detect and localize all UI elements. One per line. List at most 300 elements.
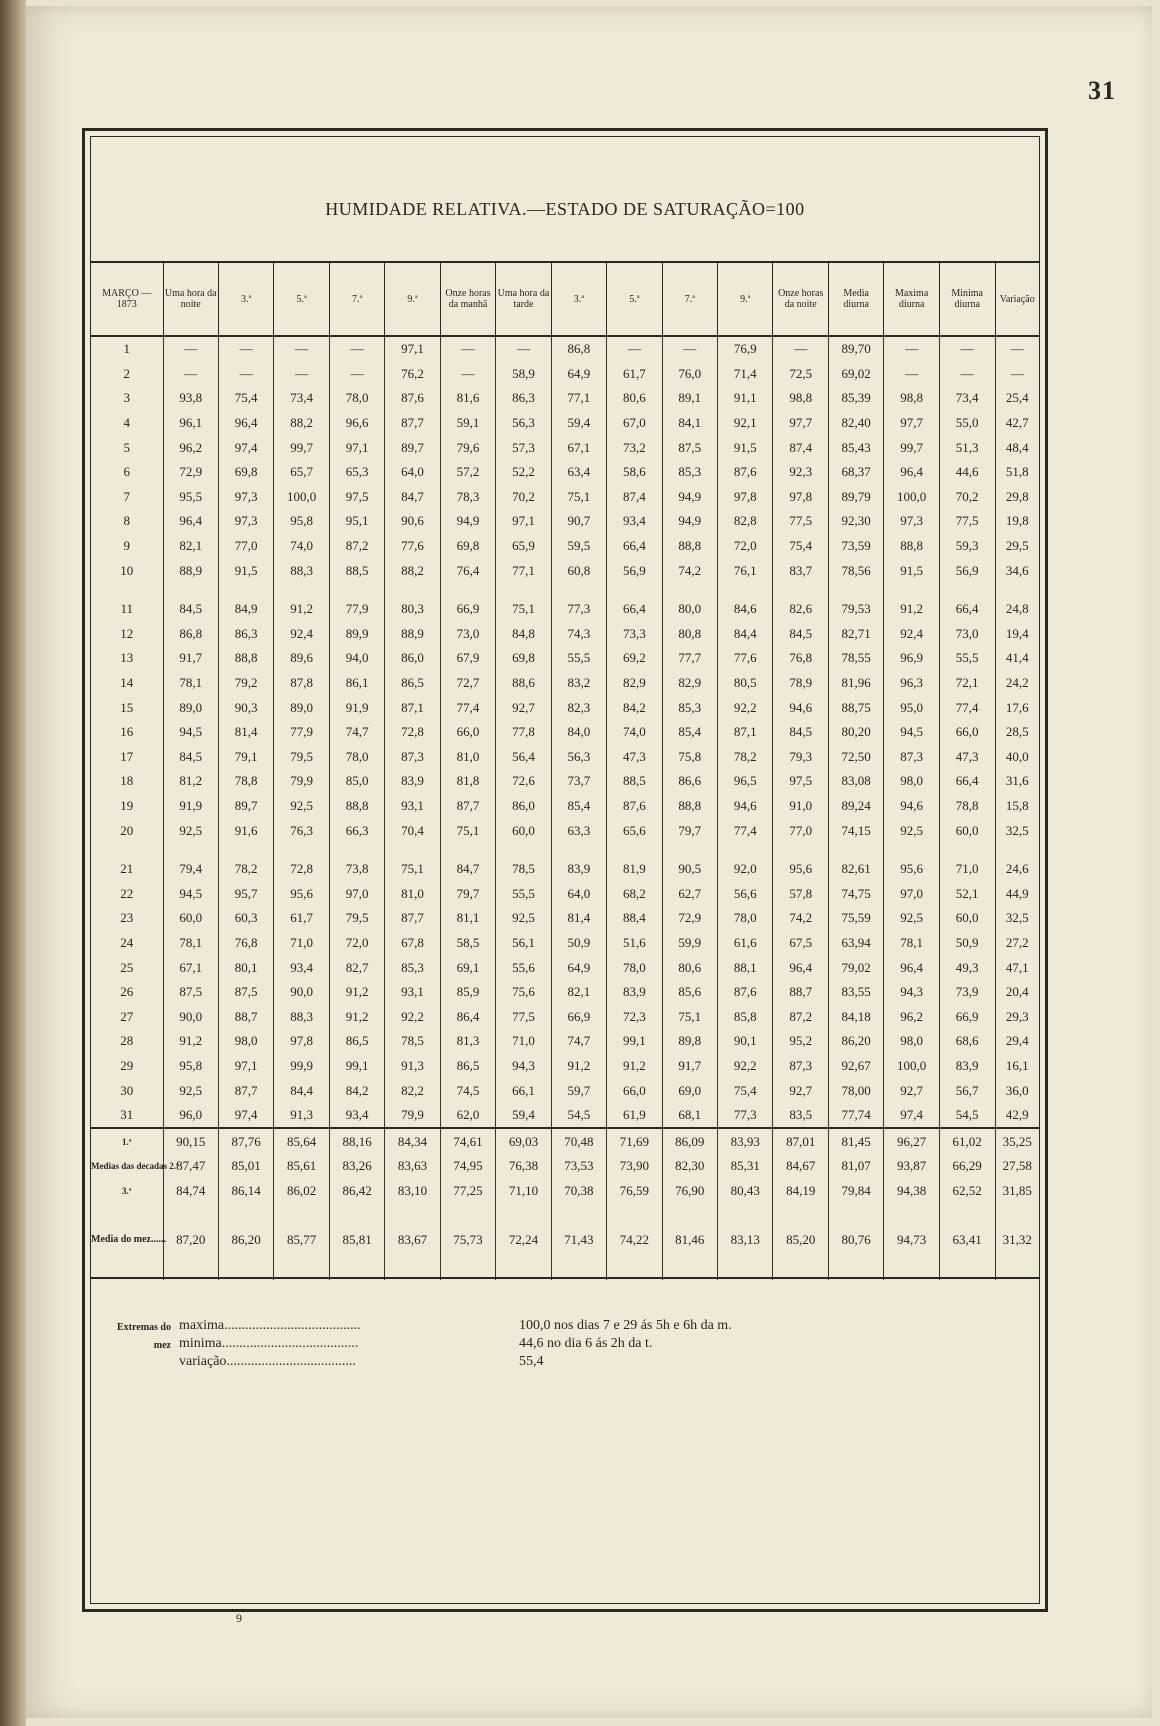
value-cell: 83,55 <box>828 980 883 1005</box>
value-cell: 75,1 <box>662 1004 717 1029</box>
value-cell: 72,1 <box>939 671 995 696</box>
value-cell: 66,9 <box>440 597 495 622</box>
decades-label: Medias das decadas <box>91 1161 168 1172</box>
value-cell: 89,0 <box>163 695 218 720</box>
value-cell: 60,3 <box>218 906 273 931</box>
value-cell: 97,1 <box>218 1054 273 1079</box>
value-cell: 96,4 <box>218 411 273 436</box>
value-cell: 77,5 <box>773 509 828 534</box>
value-cell: 89,6 <box>274 646 329 671</box>
column-header: Onze horas da noite <box>773 262 828 336</box>
value-cell: 88,6 <box>496 671 551 696</box>
value-cell: 82,40 <box>828 411 883 436</box>
value-cell: 59,9 <box>662 931 717 956</box>
value-cell: 100,0 <box>884 485 939 510</box>
value-cell: 77,9 <box>274 720 329 745</box>
value-cell: 92,1 <box>718 411 773 436</box>
value-cell: 84,5 <box>163 597 218 622</box>
value-cell: 93,1 <box>385 794 440 819</box>
value-cell: 87,1 <box>718 720 773 745</box>
value-cell: 84,7 <box>440 857 495 882</box>
value-cell: 88,75 <box>828 695 883 720</box>
table-row <box>91 509 1039 534</box>
value-cell: 82,7 <box>329 955 384 980</box>
value-cell: 81,0 <box>440 745 495 770</box>
value-cell: 79,5 <box>274 745 329 770</box>
value-cell: 73,9 <box>939 980 995 1005</box>
end-cell <box>385 1278 440 1280</box>
value-cell: 56,3 <box>496 411 551 436</box>
value-cell: 77,0 <box>773 818 828 843</box>
decade-value: 70,48 <box>551 1128 606 1154</box>
day-cell: 15 <box>120 699 134 715</box>
decade-value: 84,67 <box>773 1154 828 1179</box>
value-cell: 73,0 <box>939 622 995 647</box>
table-row <box>91 1103 1039 1129</box>
value-cell: 98,0 <box>884 1029 939 1054</box>
value-cell: 78,0 <box>718 906 773 931</box>
value-cell: 61,9 <box>607 1103 662 1129</box>
value-cell: 96,2 <box>163 435 218 460</box>
decade-label-cell <box>91 1179 163 1204</box>
day-cell: 13 <box>120 650 134 666</box>
value-cell: 77,6 <box>385 534 440 559</box>
end-cell <box>773 1278 828 1280</box>
month-mean-value: 86,20 <box>218 1203 273 1278</box>
value-cell: — <box>329 362 384 387</box>
day-cell: 1 <box>123 341 130 357</box>
value-cell: 25,4 <box>995 386 1039 411</box>
decade-mean-row <box>91 1128 1039 1154</box>
value-cell: 60,8 <box>551 558 606 583</box>
book-binding <box>0 0 26 1726</box>
value-cell: 84,2 <box>329 1078 384 1103</box>
value-cell: 78,00 <box>828 1078 883 1103</box>
value-cell: — <box>939 336 995 362</box>
value-cell: 50,9 <box>939 931 995 956</box>
end-cell <box>718 1278 773 1280</box>
end-cell <box>662 1278 717 1280</box>
value-cell: 68,37 <box>828 460 883 485</box>
value-cell: 83,2 <box>551 671 606 696</box>
value-cell: 66,3 <box>329 818 384 843</box>
value-cell: 79,7 <box>662 818 717 843</box>
value-cell: 87,1 <box>385 695 440 720</box>
value-cell: 95,6 <box>773 857 828 882</box>
value-cell: 97,3 <box>218 509 273 534</box>
value-cell: 98,8 <box>884 386 939 411</box>
extremas-name: maxima....................................... <box>179 1318 361 1333</box>
value-cell: 84,0 <box>551 720 606 745</box>
value-cell: 32,5 <box>995 818 1039 843</box>
value-cell: 82,8 <box>718 509 773 534</box>
value-cell: 93,4 <box>274 955 329 980</box>
value-cell: 66,0 <box>607 1078 662 1103</box>
table-frame <box>82 128 1048 1612</box>
value-cell: 69,02 <box>828 362 883 387</box>
month-mean-value: 72,24 <box>496 1203 551 1278</box>
value-cell: 95,8 <box>274 509 329 534</box>
gap-cell <box>718 843 773 857</box>
value-cell: 47,3 <box>939 745 995 770</box>
decade-value: 84,19 <box>773 1179 828 1204</box>
value-cell: 82,1 <box>551 980 606 1005</box>
value-cell: 86,1 <box>329 671 384 696</box>
value-cell: 76,8 <box>773 646 828 671</box>
value-cell: 80,1 <box>218 955 273 980</box>
value-cell: 51,6 <box>607 931 662 956</box>
value-cell: 66,0 <box>440 720 495 745</box>
value-cell: 90,0 <box>163 1004 218 1029</box>
gap-cell <box>884 843 939 857</box>
value-cell: 86,5 <box>385 671 440 696</box>
month-mean-value: 94,73 <box>884 1203 939 1278</box>
month-mean-value: 31,32 <box>995 1203 1039 1278</box>
value-cell: 78,0 <box>329 745 384 770</box>
table-row <box>91 857 1039 882</box>
value-cell: 94,0 <box>329 646 384 671</box>
day-cell: 26 <box>120 984 134 1000</box>
value-cell: 80,6 <box>607 386 662 411</box>
value-cell: 94,5 <box>163 881 218 906</box>
end-cell <box>440 1278 495 1280</box>
value-cell: 68,1 <box>662 1103 717 1129</box>
day-cell: 29 <box>120 1057 134 1073</box>
value-cell: — <box>773 336 828 362</box>
value-cell: 97,4 <box>884 1103 939 1129</box>
value-cell: — <box>163 362 218 387</box>
day-cell: 19 <box>120 797 134 813</box>
value-cell: 94,3 <box>884 980 939 1005</box>
value-cell: 56,9 <box>939 558 995 583</box>
value-cell: 83,08 <box>828 769 883 794</box>
decade-ordinal: 1.ª <box>122 1136 132 1147</box>
value-cell: 92,5 <box>884 906 939 931</box>
column-header: Media diurna <box>828 262 883 336</box>
value-cell: 96,2 <box>884 1004 939 1029</box>
value-cell: 85,4 <box>662 720 717 745</box>
value-cell: 48,4 <box>995 435 1039 460</box>
end-cell <box>274 1278 329 1280</box>
value-cell: 92,2 <box>718 695 773 720</box>
value-cell: 92,0 <box>718 857 773 882</box>
value-cell: 72,50 <box>828 745 883 770</box>
value-cell: 97,5 <box>773 769 828 794</box>
decade-value: 96,27 <box>884 1128 939 1154</box>
value-cell: 87,5 <box>163 980 218 1005</box>
table-row <box>91 1078 1039 1103</box>
value-cell: 84,4 <box>718 622 773 647</box>
value-cell: 70,2 <box>496 485 551 510</box>
value-cell: 88,2 <box>274 411 329 436</box>
gap-cell <box>218 583 273 597</box>
value-cell: 55,5 <box>939 646 995 671</box>
value-cell: 49,3 <box>939 955 995 980</box>
value-cell: 52,1 <box>939 881 995 906</box>
value-cell: — <box>274 336 329 362</box>
value-cell: 31,6 <box>995 769 1039 794</box>
value-cell: 97,8 <box>718 485 773 510</box>
value-cell: 87,3 <box>884 745 939 770</box>
gap-cell <box>91 583 163 597</box>
gap-cell <box>939 843 995 857</box>
value-cell: 79,1 <box>218 745 273 770</box>
day-cell: 28 <box>120 1033 134 1049</box>
value-cell: — <box>440 336 495 362</box>
value-cell: 75,59 <box>828 906 883 931</box>
value-cell: 55,0 <box>939 411 995 436</box>
value-cell: 62,0 <box>440 1103 495 1129</box>
value-cell: 97,4 <box>218 435 273 460</box>
value-cell: 74,5 <box>440 1078 495 1103</box>
month-mean-value: 63,41 <box>939 1203 995 1278</box>
value-cell: 79,7 <box>440 881 495 906</box>
value-cell: 72,8 <box>385 720 440 745</box>
table-row <box>91 818 1039 843</box>
end-cell <box>91 1278 163 1280</box>
month-mean-value: 85,77 <box>274 1203 329 1278</box>
value-cell: 93,4 <box>607 509 662 534</box>
value-cell: 89,1 <box>662 386 717 411</box>
value-cell: — <box>884 362 939 387</box>
gap-cell <box>607 583 662 597</box>
gap-cell <box>828 583 883 597</box>
value-cell: 95,0 <box>884 695 939 720</box>
table-header <box>91 262 1039 336</box>
group-gap <box>91 843 1039 857</box>
value-cell: 97,4 <box>218 1103 273 1129</box>
value-cell: 74,2 <box>773 906 828 931</box>
value-cell: 72,9 <box>163 460 218 485</box>
value-cell: 91,7 <box>163 646 218 671</box>
value-cell: 90,5 <box>662 857 717 882</box>
value-cell: 74,75 <box>828 881 883 906</box>
value-cell: 69,1 <box>440 955 495 980</box>
decade-mean-row <box>91 1179 1039 1204</box>
value-cell: 78,1 <box>163 931 218 956</box>
decade-value: 87,01 <box>773 1128 828 1154</box>
value-cell: 91,2 <box>163 1029 218 1054</box>
decade-value: 74,61 <box>440 1128 495 1154</box>
value-cell: 97,0 <box>329 881 384 906</box>
value-cell: 27,2 <box>995 931 1039 956</box>
value-cell: 84,2 <box>607 695 662 720</box>
end-cell <box>828 1278 883 1280</box>
day-cell: 4 <box>123 415 130 431</box>
day-cell: 27 <box>120 1008 134 1024</box>
value-cell: 94,5 <box>884 720 939 745</box>
value-cell: — <box>607 336 662 362</box>
value-cell: 90,7 <box>551 509 606 534</box>
value-cell: 80,8 <box>662 622 717 647</box>
value-cell: 79,9 <box>274 769 329 794</box>
value-cell: 87,7 <box>385 411 440 436</box>
column-header: Minima diurna <box>939 262 995 336</box>
value-cell: 76,2 <box>385 362 440 387</box>
table-row <box>91 485 1039 510</box>
value-cell: 96,5 <box>718 769 773 794</box>
day-cell: 22 <box>120 885 134 901</box>
decade-value: 83,63 <box>385 1154 440 1179</box>
value-cell: 76,0 <box>662 362 717 387</box>
value-cell: 91,3 <box>274 1103 329 1129</box>
value-cell: 87,7 <box>385 906 440 931</box>
value-cell: 88,9 <box>385 622 440 647</box>
value-cell: 100,0 <box>884 1054 939 1079</box>
value-cell: 71,4 <box>718 362 773 387</box>
value-cell: 89,24 <box>828 794 883 819</box>
value-cell: 61,6 <box>718 931 773 956</box>
value-cell: 100,0 <box>274 485 329 510</box>
value-cell: 76,8 <box>218 931 273 956</box>
gap-cell <box>773 843 828 857</box>
value-cell: 65,9 <box>496 534 551 559</box>
value-cell: 84,1 <box>662 411 717 436</box>
value-cell: — <box>440 362 495 387</box>
value-cell: 84,7 <box>385 485 440 510</box>
value-cell: 99,1 <box>607 1029 662 1054</box>
value-cell: 87,7 <box>440 794 495 819</box>
value-cell: 78,3 <box>440 485 495 510</box>
decade-value: 83,26 <box>329 1154 384 1179</box>
value-cell: 64,9 <box>551 362 606 387</box>
decade-value: 86,42 <box>329 1179 384 1204</box>
value-cell: 87,6 <box>718 460 773 485</box>
value-cell: 24,6 <box>995 857 1039 882</box>
value-cell: 60,0 <box>163 906 218 931</box>
value-cell: 97,5 <box>329 485 384 510</box>
value-cell: 91,9 <box>163 794 218 819</box>
value-cell: 67,9 <box>440 646 495 671</box>
value-cell: 81,4 <box>218 720 273 745</box>
value-cell: 79,02 <box>828 955 883 980</box>
value-cell: 79,6 <box>440 435 495 460</box>
gap-cell <box>218 843 273 857</box>
value-cell: 85,0 <box>329 769 384 794</box>
value-cell: — <box>884 336 939 362</box>
value-cell: 95,2 <box>773 1029 828 1054</box>
gap-cell <box>828 843 883 857</box>
value-cell: 73,4 <box>939 386 995 411</box>
value-cell: 63,94 <box>828 931 883 956</box>
value-cell: 64,0 <box>551 881 606 906</box>
table-row <box>91 769 1039 794</box>
value-cell: 82,1 <box>163 534 218 559</box>
value-cell: 78,0 <box>607 955 662 980</box>
table-title: HUMIDADE RELATIVA.—ESTADO DE SATURAÇÃO=100 <box>325 199 805 219</box>
value-cell: 29,3 <box>995 1004 1039 1029</box>
decade-value: 86,14 <box>218 1179 273 1204</box>
value-cell: 88,7 <box>218 1004 273 1029</box>
value-cell: 86,8 <box>163 622 218 647</box>
value-cell: 47,3 <box>607 745 662 770</box>
value-cell: 84,6 <box>718 597 773 622</box>
value-cell: 92,67 <box>828 1054 883 1079</box>
value-cell: 85,8 <box>718 1004 773 1029</box>
table-row <box>91 671 1039 696</box>
gap-cell <box>995 843 1039 857</box>
gap-cell <box>773 583 828 597</box>
day-cell: 17 <box>120 748 134 764</box>
month-mean-row <box>91 1203 1039 1278</box>
day-cell: 16 <box>120 724 134 740</box>
value-cell: — <box>218 336 273 362</box>
value-cell: 78,2 <box>218 857 273 882</box>
value-cell: 59,5 <box>551 534 606 559</box>
value-cell: 79,53 <box>828 597 883 622</box>
gap-cell <box>91 843 163 857</box>
value-cell: 88,4 <box>607 906 662 931</box>
group-gap <box>91 583 1039 597</box>
month-mean-label: Media do mez...... <box>91 1234 166 1246</box>
month-mean-value: 81,46 <box>662 1203 717 1278</box>
table-row <box>91 460 1039 485</box>
value-cell: 96,9 <box>884 646 939 671</box>
column-header: 7.ª <box>662 262 717 336</box>
value-cell: 59,4 <box>551 411 606 436</box>
value-cell: 78,1 <box>884 931 939 956</box>
value-cell: 77,1 <box>496 558 551 583</box>
value-cell: 93,4 <box>329 1103 384 1129</box>
value-cell: — <box>995 336 1039 362</box>
extremas-maxima <box>179 1317 732 1335</box>
value-cell: 71,0 <box>939 857 995 882</box>
value-cell: 54,5 <box>939 1103 995 1129</box>
value-cell: 82,9 <box>607 671 662 696</box>
value-cell: 94,9 <box>662 485 717 510</box>
value-cell: 86,4 <box>440 1004 495 1029</box>
table-body <box>91 336 1039 1280</box>
value-cell: 92,7 <box>884 1078 939 1103</box>
day-cell: 2 <box>123 365 130 381</box>
value-cell: 55,5 <box>496 881 551 906</box>
value-cell: 91,2 <box>884 597 939 622</box>
month-mean-value: 74,22 <box>607 1203 662 1278</box>
value-cell: 94,6 <box>773 695 828 720</box>
value-cell: 99,9 <box>274 1054 329 1079</box>
value-cell: 67,8 <box>385 931 440 956</box>
value-cell: 93,8 <box>163 386 218 411</box>
value-cell: 88,1 <box>718 955 773 980</box>
value-cell: 90,0 <box>274 980 329 1005</box>
day-cell: 21 <box>120 861 134 877</box>
gap-cell <box>274 583 329 597</box>
end-cell <box>939 1278 995 1280</box>
value-cell: 56,7 <box>939 1078 995 1103</box>
value-cell: 70,4 <box>385 818 440 843</box>
value-cell: 59,4 <box>496 1103 551 1129</box>
value-cell: 94,9 <box>440 509 495 534</box>
end-cell <box>218 1278 273 1280</box>
decade-value: 84,34 <box>385 1128 440 1154</box>
value-cell: 73,4 <box>274 386 329 411</box>
value-cell: 83,9 <box>551 857 606 882</box>
value-cell: 74,2 <box>662 558 717 583</box>
value-cell: 84,4 <box>274 1078 329 1103</box>
value-cell: 87,2 <box>329 534 384 559</box>
month-mean-value: 83,13 <box>718 1203 773 1278</box>
value-cell: 72,3 <box>607 1004 662 1029</box>
value-cell: 80,6 <box>662 955 717 980</box>
value-cell: 50,9 <box>551 931 606 956</box>
value-cell: 87,4 <box>607 485 662 510</box>
decade-value: 88,16 <box>329 1128 384 1154</box>
table-end <box>91 1278 1039 1280</box>
value-cell: 86,3 <box>218 622 273 647</box>
value-cell: 85,3 <box>662 460 717 485</box>
value-cell: 88,8 <box>662 794 717 819</box>
value-cell: 77,8 <box>496 720 551 745</box>
